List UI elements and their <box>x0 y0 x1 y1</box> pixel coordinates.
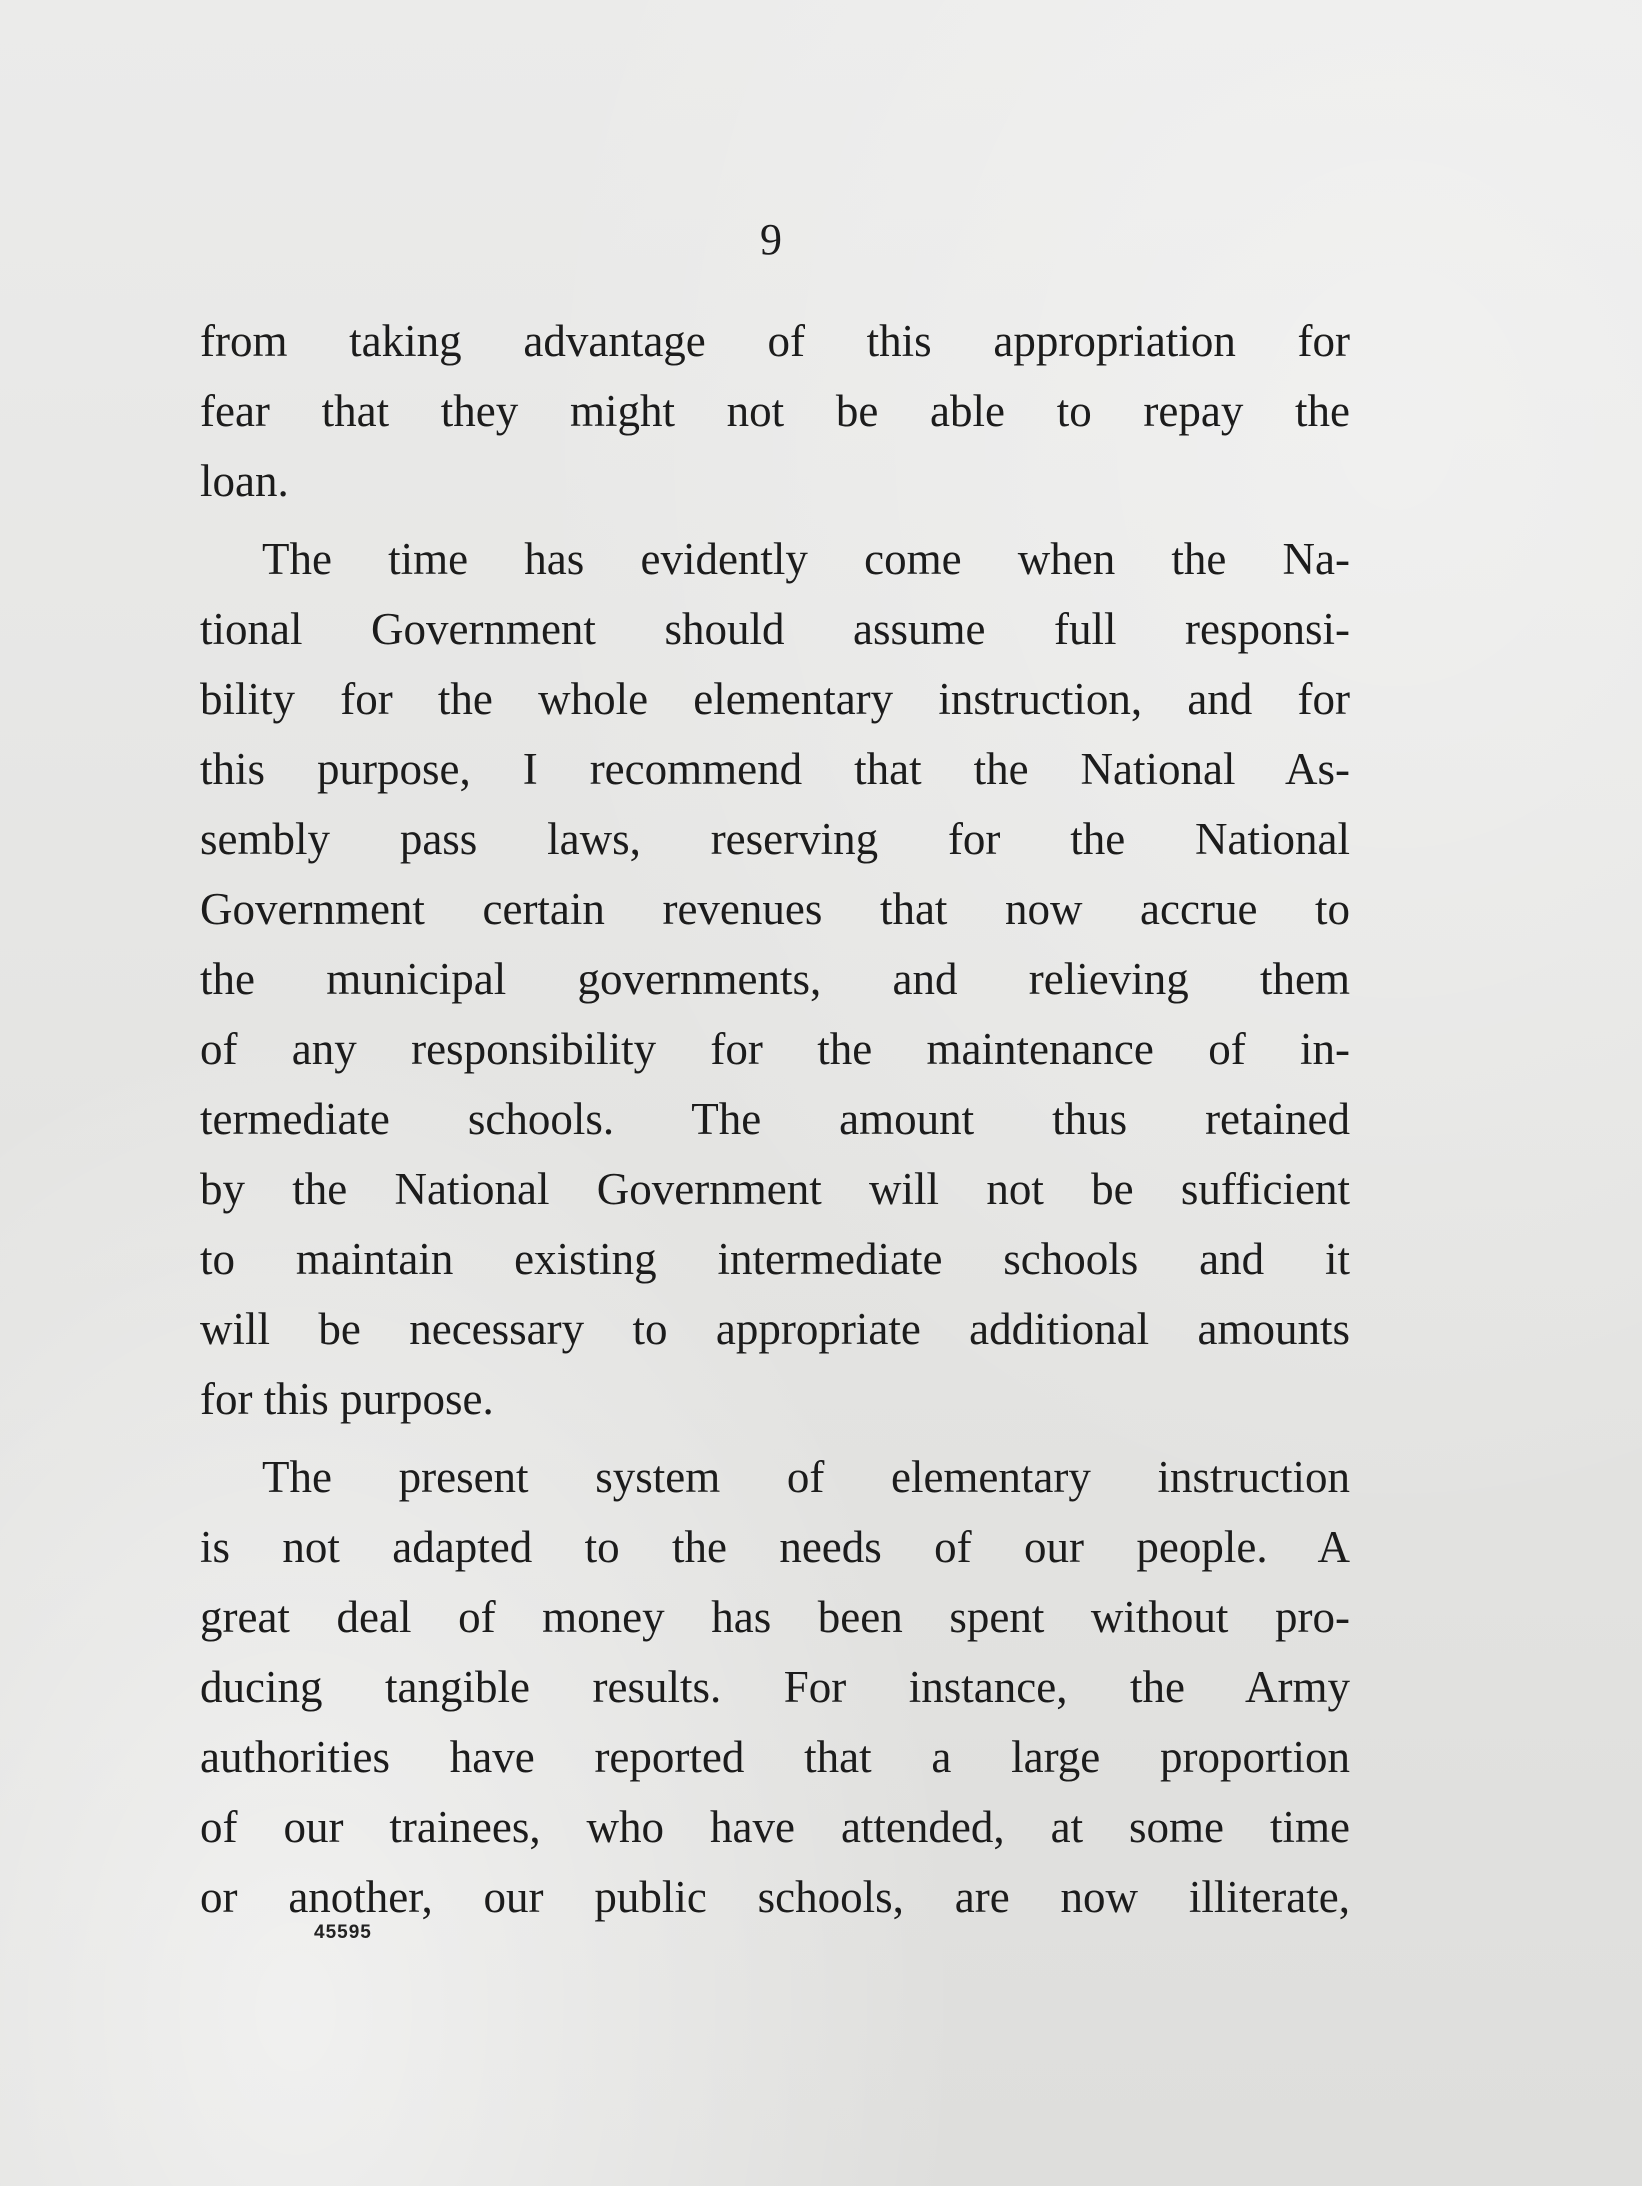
text-line: of our trainees, who have attended, at some time <box>200 1802 1350 1852</box>
text-line: by the National Government will not be sufficient <box>200 1164 1350 1214</box>
body-text <box>200 306 1350 1940</box>
page-number: 9 <box>760 215 782 264</box>
text-line: sembly pass laws, reserving for the National <box>200 814 1350 864</box>
text-line: for this purpose. <box>200 1374 494 1424</box>
paragraph <box>200 524 1350 1434</box>
text-line: termediate schools. The amount thus retained <box>200 1094 1350 1144</box>
printer-code: 45595 <box>314 1922 372 1943</box>
text-line: or another, our public schools, are now illiterate, <box>200 1872 1350 1922</box>
paragraph <box>200 1442 1350 1932</box>
text-line: tional Government should assume full responsi- <box>200 604 1350 654</box>
text-line: this purpose, I recommend that the National As- <box>200 744 1350 794</box>
text-line: the municipal governments, and relieving them <box>200 954 1350 1004</box>
text-line: bility for the whole elementary instruction, and for <box>200 674 1350 724</box>
text-line: authorities have reported that a large proportion <box>200 1732 1350 1782</box>
text-line: ducing tangible results. For instance, the Army <box>200 1662 1350 1712</box>
text-line: from taking advantage of this appropriation for <box>200 316 1350 366</box>
text-line: is not adapted to the needs of our people. A <box>200 1522 1350 1572</box>
text-line: of any responsibility for the maintenance of in- <box>200 1024 1350 1074</box>
text-line: will be necessary to appropriate additional amounts <box>200 1304 1350 1354</box>
text-line: The time has evidently come when the Na- <box>262 534 1350 584</box>
paragraph <box>200 306 1350 516</box>
text-line: Government certain revenues that now accrue to <box>200 884 1350 934</box>
text-line: fear that they might not be able to repay the <box>200 386 1350 436</box>
text-line: loan. <box>200 456 289 506</box>
text-line: The present system of elementary instruction <box>262 1452 1350 1502</box>
text-line: great deal of money has been spent without pro- <box>200 1592 1350 1642</box>
text-line: to maintain existing intermediate schools and it <box>200 1234 1350 1284</box>
